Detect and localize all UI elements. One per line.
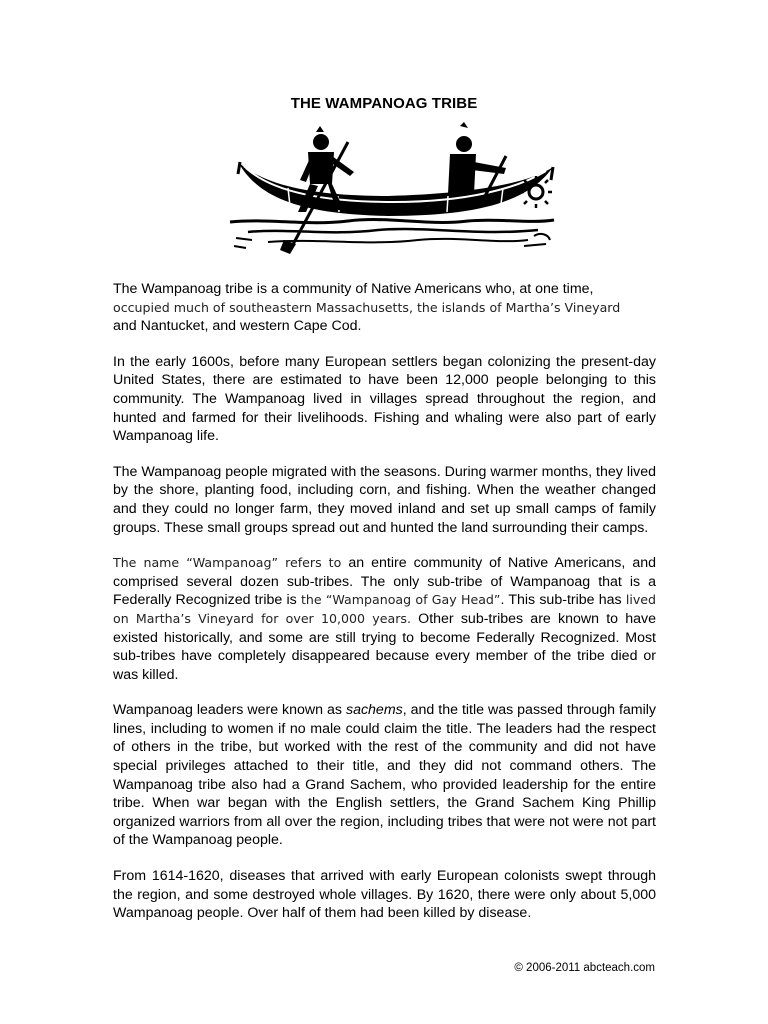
paragraph-1-line-c: and Nantucket, and western Cape Cod. xyxy=(113,318,362,335)
paragraph-4-part-c: the “Wampanoag of Gay Head” xyxy=(300,592,501,608)
paragraph-5 xyxy=(113,701,656,850)
paragraph-4-part-e: lived on Martha’s Vineyard for over 10,000 years. xyxy=(113,592,657,626)
paragraph-4-part-f: Other sub-tribes are known to have existed historically, and some are still trying to become Federally Recognized. Most sub-tribes have completely disappeared because every member of the tribe died or was killed. xyxy=(113,610,656,683)
paragraph-4-part-d: . This sub-tribe has xyxy=(500,592,626,609)
paragraph-5-part-a: Wampanoag leaders were known as xyxy=(113,702,346,719)
paragraph-4 xyxy=(113,554,656,684)
page-title: THE WAMPANOAG TRIBE xyxy=(290,95,478,112)
paragraph-5-part-c: , and the title was passed through family lines, including to women if no male could claim the title. The leaders had the respect of others in the tribe, but worked with the rest of the community and did not have special privileges attached to their title, and they did not command others. The Wampanoag tribe also had a Grand Sachem, who provided leadership for the entire tribe. When war began with the English settlers, the Grand Sachem King Phillip organized warriors from all over the region, including tribes that were not were not part of the Wampanoag people. xyxy=(113,702,656,849)
article-body xyxy=(113,280,656,940)
paragraph-3: The Wampanoag people migrated with the seasons. During warmer months, they lived by the shore, planting food, including corn, and fishing. When the weather changed and they could no longer farm, they moved inland and set up small camps of family groups. These small groups spread out and hunted the land surrounding their camps. xyxy=(113,463,656,536)
sachems-term: sachems xyxy=(345,702,403,719)
paragraph-1 xyxy=(113,280,656,336)
paragraph-4-part-b: an entire community of Native Americans, and comprised several dozen sub-tribes. The only sub-tribe of Wampanoag that is a Federally Recognized tribe is xyxy=(113,555,656,609)
paragraph-6: From 1614-1620, diseases that arrived with early European colonists swept through the region, and some destroyed whole villages. By 1620, there were only about 5,000 Wampanoag people. Over half of them had been killed by disease. xyxy=(113,868,656,922)
copyright-footer: © 2006-2011 abcteach.com xyxy=(514,962,655,974)
paragraph-4-part-a: The name “Wampanoag” refers to xyxy=(113,555,342,571)
paragraph-1-line-b: occupied much of southeastern Massachusetts, the islands of Martha’s Vineyard xyxy=(113,299,621,315)
paragraph-2: In the early 1600s, before many European settlers began colonizing the present-day United States, there are estimated to have been 12,000 people belonging to this community. The Wampanoag lived in villages spread throughout the region, and hunted and farmed for their livelihoods. Fishing and whaling were also part of early Wampanoag life. xyxy=(113,353,656,445)
paragraph-1-line-a: The Wampanoag tribe is a community of Native Americans who, at one time, xyxy=(113,281,594,297)
canoe-illustration xyxy=(228,122,556,254)
